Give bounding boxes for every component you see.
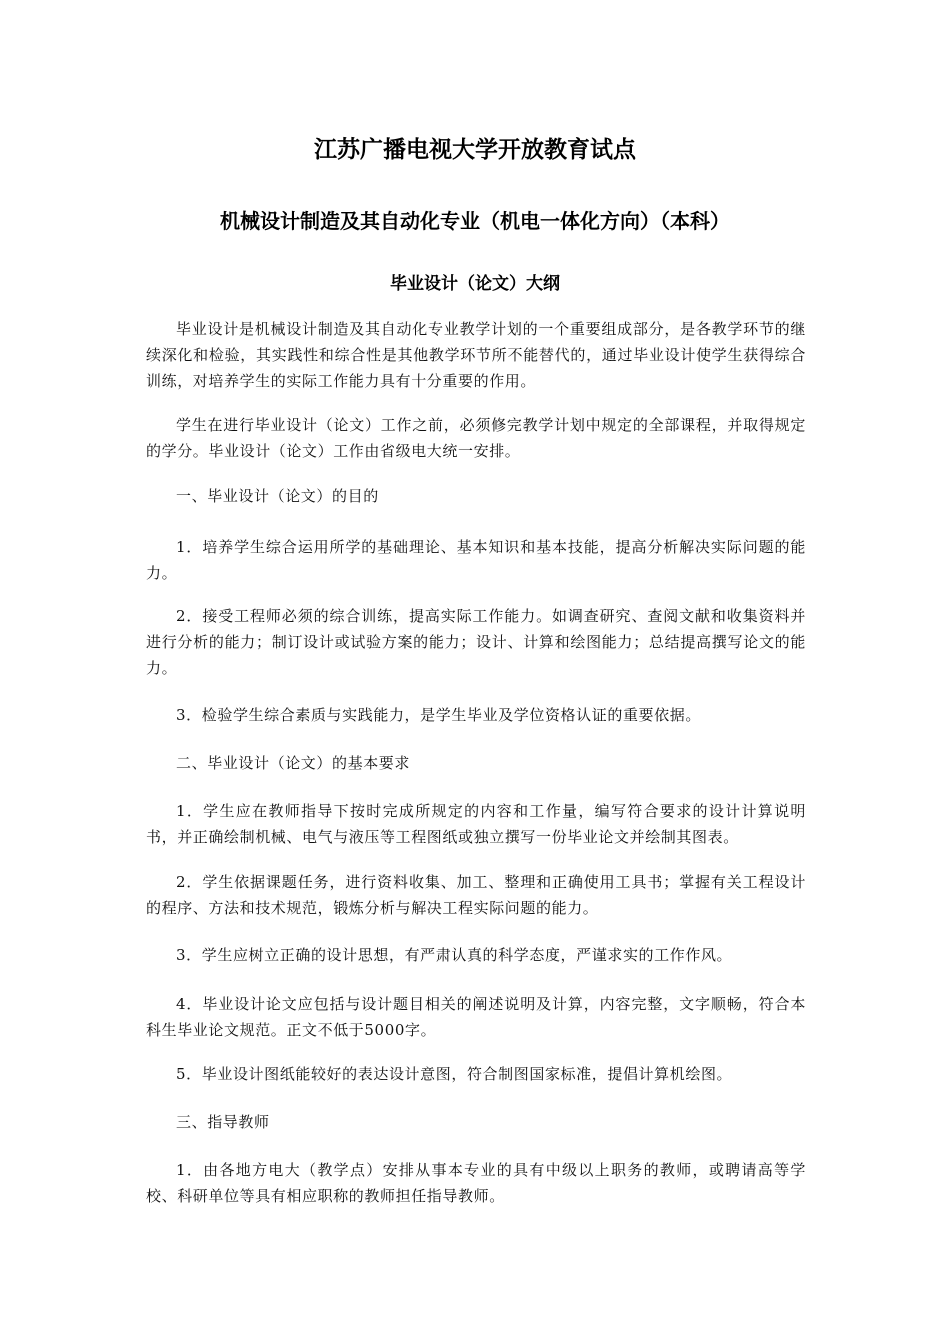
- section-heading-requirements: 二、毕业设计（论文）的基本要求: [176, 754, 411, 772]
- document-subtitle: 机械设计制造及其自动化专业（机电一体化方向）（本科）: [220, 209, 730, 233]
- section-heading-purpose: 一、毕业设计（论文）的目的: [176, 487, 379, 505]
- list-item: 2．学生依据课题任务，进行资料收集、加工、整理和正确使用工具书；掌握有关工程设计的程序、方法和技术规范，锻炼分析与解决工程实际问题的能力。: [146, 873, 806, 917]
- paragraph-prerequisite: 学生在进行毕业设计（论文）工作之前，必须修完教学计划中规定的全部课程，并取得规定的学分。毕业设计（论文）工作由省级电大统一安排。: [146, 416, 806, 460]
- list-item: 5．毕业设计图纸能较好的表达设计意图，符合制图国家标准，提倡计算机绘图。: [176, 1065, 733, 1083]
- list-item: 2．接受工程师必须的综合训练，提高实际工作能力。如调查研究、查阅文献和收集资料并进行分析的能力；制订设计或试验方案的能力；设计、计算和绘图能力；总结提高撰写论文的能力。: [146, 607, 806, 677]
- document-heading: 毕业设计（论文）大纲: [390, 274, 560, 294]
- list-item: 1．培养学生综合运用所学的基础理论、基本知识和基本技能，提高分析解决实际问题的能力。: [146, 538, 806, 582]
- list-item: 3．学生应树立正确的设计思想，有严肃认真的科学态度，严谨求实的工作作风。: [176, 946, 733, 964]
- section-heading-advisors: 三、指导教师: [176, 1113, 270, 1131]
- list-item: 1．由各地方电大（教学点）安排从事本专业的具有中级以上职务的教师，或聘请高等学校、科研单位等具有相应职称的教师担任指导教师。: [146, 1161, 806, 1205]
- paragraph-intro: 毕业设计是机械设计制造及其自动化专业教学计划的一个重要组成部分，是各教学环节的继续深化和检验，其实践性和综合性是其他教学环节所不能替代的，通过毕业设计使学生获得综合训练，对培养学生的实际工作能力具有十分重要的作用。: [146, 320, 806, 390]
- list-item: 3．检验学生综合素质与实践能力，是学生毕业及学位资格认证的重要依据。: [176, 706, 701, 724]
- list-item: 1．学生应在教师指导下按时完成所规定的内容和工作量，编写符合要求的设计计算说明书，并正确绘制机械、电气与液压等工程图纸或独立撰写一份毕业论文并绘制其图表。: [146, 802, 806, 846]
- list-item: 4．毕业设计论文应包括与设计题目相关的阐述说明及计算，内容完整，文字顺畅，符合本科生毕业论文规范。正文不低于5000字。: [146, 995, 806, 1039]
- document-title: 江苏广播电视大学开放教育试点: [314, 137, 636, 163]
